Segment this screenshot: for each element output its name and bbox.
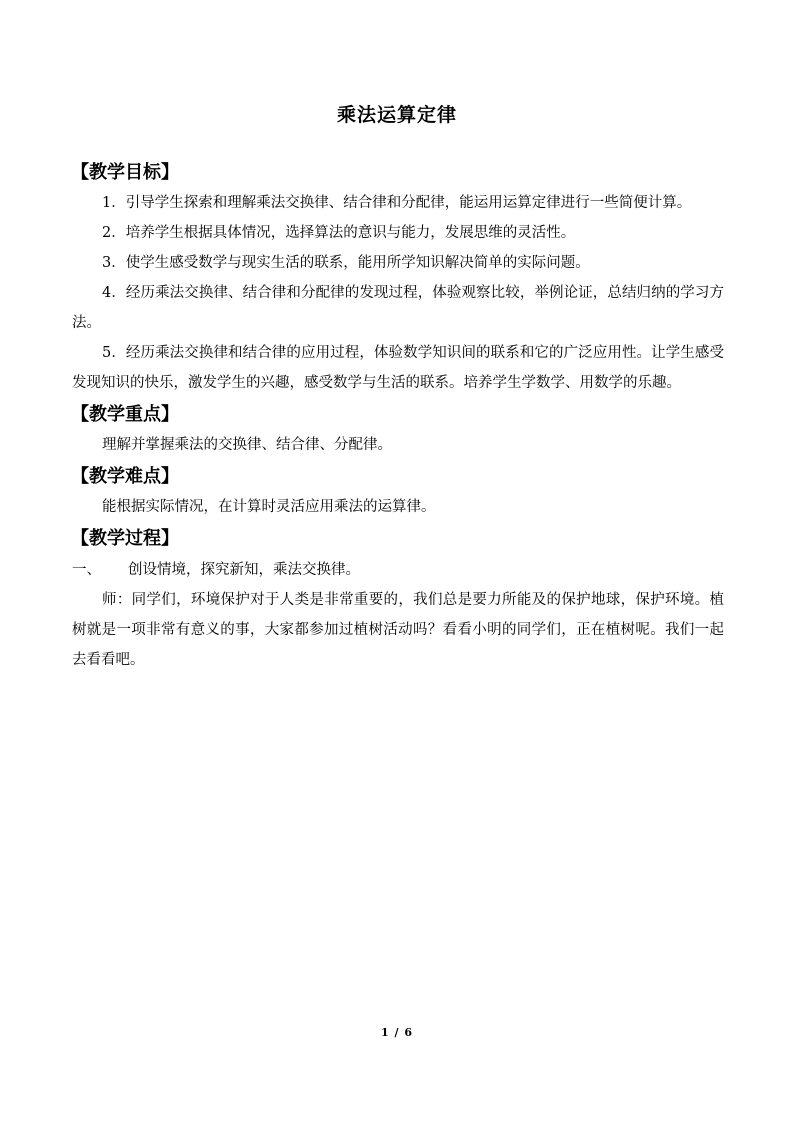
key-points-paragraph: 理解并掌握乘法的交换律、结合律、分配律。 (102, 437, 392, 453)
process-step-number: 一、 (72, 562, 101, 578)
section-heading-key-points: 【教学重点】 (71, 404, 179, 425)
objective-paragraph-4: 4．经历乘法交换律、结合律和分配律的发现过程，体验观察比较，举例论证，总结归纳的学习方法。 (72, 285, 724, 331)
document-title: 乘法运算定律 (336, 104, 457, 126)
process-step-item (72, 555, 724, 585)
section-heading-objectives: 【教学目标】 (71, 162, 179, 183)
objective-paragraph-2: 2．培养学生根据具体情况，选择算法的意识与能力，发展思维的灵活性。 (102, 225, 576, 241)
objective-paragraph-3: 3．使学生感受数学与现实生活的联系，能用所学知识解决简单的实际问题。 (102, 255, 590, 271)
document-body (72, 156, 724, 675)
difficulties-paragraph: 能根据实际情况，在计算时灵活应用乘法的运算律。 (102, 499, 436, 515)
process-step-text: 创设情境，探究新知，乘法交换律。 (128, 562, 360, 578)
section-heading-process: 【教学过程】 (71, 528, 179, 549)
page-number: 1 / 6 (381, 1026, 413, 1039)
objective-paragraph-1: 1．引导学生探索和理解乘法交换律、结合律和分配律，能运用运算定律进行一些简便计算。 (102, 195, 692, 211)
process-paragraph: 师：同学们，环境保护对于人类是非常重要的，我们总是要力所能及的保护地球，保护环境。植树就是一项非常有意义的事，大家都参加过植树活动吗？看看小明的同学们，正在植树呢。我们一起去看看吧。 (72, 592, 724, 668)
objective-paragraph-5: 5．经历乘法交换律和结合律的应用过程，体验数学知识间的联系和它的广泛应用性。让学生感受发现知识的快乐，激发学生的兴趣，感受数学与生活的联系。培养学生学数学、用数学的乐趣。 (72, 345, 724, 391)
section-heading-difficulties: 【教学难点】 (71, 466, 179, 487)
